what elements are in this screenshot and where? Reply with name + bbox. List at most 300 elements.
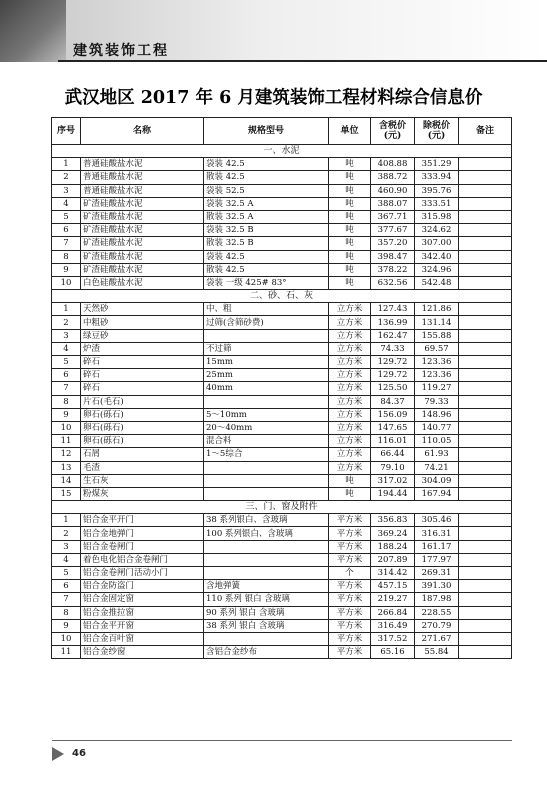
cell-unit: 吨: [329, 237, 371, 250]
cell-tax-inc: 317.02: [371, 474, 415, 487]
cell-tax-exc: 395.76: [415, 184, 459, 197]
cell-tax-exc: 270.79: [415, 619, 459, 632]
cell-name: 粉煤灰: [81, 487, 204, 500]
table-row: [52, 448, 512, 461]
cell-tax-exc: 177.97: [415, 553, 459, 566]
cell-no: 8: [52, 395, 81, 408]
cell-no: 5: [52, 210, 81, 223]
cell-no: 9: [52, 408, 81, 421]
cell-spec: 袋装 32.5 B: [204, 224, 329, 237]
cell-tax-exc: 324.96: [415, 263, 459, 276]
cell-name: 铝合金卷闸门活动小门: [81, 567, 204, 580]
cell-unit: 平方米: [329, 593, 371, 606]
cell-tax-inc: 388.72: [371, 171, 415, 184]
cell-remark: [459, 474, 512, 487]
cell-tax-inc: 408.88: [371, 158, 415, 171]
cell-unit: 平方米: [329, 619, 371, 632]
cell-tax-inc: 316.49: [371, 619, 415, 632]
cell-unit: 立方米: [329, 316, 371, 329]
cell-tax-inc: 129.72: [371, 356, 415, 369]
cell-no: 1: [52, 514, 81, 527]
cell-spec: 散装 32.5 A: [204, 210, 329, 223]
cell-name: 卵石(砾石): [81, 408, 204, 421]
cell-tax-inc: 357.20: [371, 237, 415, 250]
cell-tax-inc: 79.10: [371, 461, 415, 474]
cell-spec: 混合料: [204, 435, 329, 448]
cell-spec: 散装 32.5 B: [204, 237, 329, 250]
cell-tax-inc: 66.44: [371, 448, 415, 461]
cell-unit: 平方米: [329, 580, 371, 593]
cell-unit: 平方米: [329, 646, 371, 659]
table-row: [52, 329, 512, 342]
cell-tax-inc: 125.50: [371, 382, 415, 395]
cell-remark: [459, 329, 512, 342]
cell-spec: 90 系列 银白 含玻璃: [204, 606, 329, 619]
cell-spec: [204, 461, 329, 474]
cell-tax-exc: 315.98: [415, 210, 459, 223]
table-row: [52, 184, 512, 197]
cell-tax-exc: 148.96: [415, 408, 459, 421]
cell-name: 碎石: [81, 382, 204, 395]
table-row: [52, 356, 512, 369]
cell-remark: [459, 250, 512, 263]
table-row: [52, 303, 512, 316]
cell-spec: 过筛(含筛砂费): [204, 316, 329, 329]
cell-name: 片石(毛石): [81, 395, 204, 408]
cell-tax-inc: 188.24: [371, 540, 415, 553]
cell-name: 生石灰: [81, 474, 204, 487]
cell-unit: 立方米: [329, 356, 371, 369]
cell-no: 4: [52, 553, 81, 566]
cell-unit: 立方米: [329, 435, 371, 448]
cell-name: 铝合金卷闸门: [81, 540, 204, 553]
cell-no: 6: [52, 224, 81, 237]
cell-tax-inc: 377.67: [371, 224, 415, 237]
price-table: [51, 117, 512, 659]
cell-tax-exc: 74.21: [415, 461, 459, 474]
cell-no: 2: [52, 171, 81, 184]
cell-no: 3: [52, 540, 81, 553]
cell-spec: 5～10mm: [204, 408, 329, 421]
cell-tax-inc: 156.09: [371, 408, 415, 421]
cell-no: 10: [52, 421, 81, 434]
cell-name: 中粗砂: [81, 316, 204, 329]
header-rule: [58, 60, 547, 62]
table-row: [52, 395, 512, 408]
cell-name: 铝合金纱窗: [81, 646, 204, 659]
cell-tax-exc: 69.57: [415, 342, 459, 355]
cell-no: 3: [52, 329, 81, 342]
cell-tax-exc: 123.36: [415, 356, 459, 369]
cell-unit: 吨: [329, 263, 371, 276]
cell-no: 9: [52, 263, 81, 276]
cell-name: 碎石: [81, 369, 204, 382]
cell-name: 铝合金防盗门: [81, 580, 204, 593]
cell-unit: 个: [329, 567, 371, 580]
table-row: [52, 237, 512, 250]
cell-tax-exc: 55.84: [415, 646, 459, 659]
cell-tax-exc: 121.86: [415, 303, 459, 316]
cell-tax-inc: 388.07: [371, 197, 415, 210]
cell-remark: [459, 171, 512, 184]
cell-spec: 袋装 52.5: [204, 184, 329, 197]
cell-remark: [459, 606, 512, 619]
cell-tax-inc: 74.33: [371, 342, 415, 355]
cell-no: 1: [52, 158, 81, 171]
cell-remark: [459, 553, 512, 566]
cell-name: 碎石: [81, 356, 204, 369]
cell-no: 4: [52, 342, 81, 355]
cell-tax-inc: 367.71: [371, 210, 415, 223]
cell-name: 铝合金平开窗: [81, 619, 204, 632]
page-title: 武汉地区 2017 年 6 月建筑装饰工程材料综合信息价: [64, 88, 483, 108]
cell-spec: 含地弹簧: [204, 580, 329, 593]
cell-spec: 散装 42.5: [204, 263, 329, 276]
cell-name: 炉渣: [81, 342, 204, 355]
cell-remark: [459, 237, 512, 250]
cell-name: 矿渣硅酸盐水泥: [81, 197, 204, 210]
cell-no: 8: [52, 250, 81, 263]
cell-unit: 立方米: [329, 329, 371, 342]
cell-tax-inc: 457.15: [371, 580, 415, 593]
cell-spec: 38 系列 银白 含玻璃: [204, 619, 329, 632]
group-header-row: [52, 145, 512, 158]
table-row: [52, 382, 512, 395]
cell-no: 5: [52, 567, 81, 580]
cell-unit: 平方米: [329, 514, 371, 527]
cell-spec: 25mm: [204, 369, 329, 382]
cell-tax-exc: 304.09: [415, 474, 459, 487]
cell-spec: 袋装 42.5: [204, 250, 329, 263]
cell-remark: [459, 224, 512, 237]
cell-tax-exc: 333.51: [415, 197, 459, 210]
cell-unit: 吨: [329, 224, 371, 237]
cell-unit: 立方米: [329, 461, 371, 474]
cell-spec: 100 系列银白、含玻璃: [204, 527, 329, 540]
cell-remark: [459, 184, 512, 197]
table-row: [52, 210, 512, 223]
cell-name: 铝合金推拉窗: [81, 606, 204, 619]
cell-tax-exc: 305.46: [415, 514, 459, 527]
cell-no: 4: [52, 197, 81, 210]
cell-remark: [459, 382, 512, 395]
cell-no: 6: [52, 369, 81, 382]
cell-tax-exc: 269.31: [415, 567, 459, 580]
cell-unit: 平方米: [329, 527, 371, 540]
cell-tax-exc: 228.55: [415, 606, 459, 619]
cell-name: 石屑: [81, 448, 204, 461]
cell-unit: 吨: [329, 158, 371, 171]
cell-remark: [459, 276, 512, 289]
table-row: [52, 514, 512, 527]
cell-remark: [459, 342, 512, 355]
cell-tax-inc: 194.44: [371, 487, 415, 500]
cell-spec: [204, 329, 329, 342]
cell-tax-exc: 79.33: [415, 395, 459, 408]
col-header-tax-inc: 含税价(元): [371, 118, 415, 145]
cell-name: 铝合金百叶窗: [81, 632, 204, 645]
cell-spec: [204, 567, 329, 580]
cell-spec: 袋装 32.5 A: [204, 197, 329, 210]
cell-spec: 38 系列银白、含玻璃: [204, 514, 329, 527]
cell-spec: 40mm: [204, 382, 329, 395]
cell-unit: 吨: [329, 487, 371, 500]
cell-name: 矿渣硅酸盐水泥: [81, 210, 204, 223]
cell-tax-inc: 129.72: [371, 369, 415, 382]
cell-no: 11: [52, 646, 81, 659]
cell-spec: 散装 42.5: [204, 171, 329, 184]
cell-name: 矿渣硅酸盐水泥: [81, 250, 204, 263]
cell-spec: [204, 540, 329, 553]
cell-no: 15: [52, 487, 81, 500]
cell-name: 毛渣: [81, 461, 204, 474]
cell-tax-exc: 131.14: [415, 316, 459, 329]
cell-tax-exc: 271.67: [415, 632, 459, 645]
page-marker-triangle-icon: [52, 747, 64, 761]
table-row: [52, 250, 512, 263]
cell-unit: 吨: [329, 276, 371, 289]
cell-tax-exc: 155.88: [415, 329, 459, 342]
table-row: [52, 580, 512, 593]
cell-tax-inc: 317.52: [371, 632, 415, 645]
group-header-row: [52, 501, 512, 514]
table-row: [52, 553, 512, 566]
cell-tax-inc: 632.56: [371, 276, 415, 289]
cell-no: 7: [52, 237, 81, 250]
cell-remark: [459, 567, 512, 580]
cell-unit: 吨: [329, 184, 371, 197]
table-row: [52, 171, 512, 184]
cell-name: 矿渣硅酸盐水泥: [81, 263, 204, 276]
cell-tax-exc: 161.17: [415, 540, 459, 553]
cell-spec: 袋装 42.5: [204, 158, 329, 171]
cell-no: 3: [52, 184, 81, 197]
cell-spec: 袋装 一级 425# 83°: [204, 276, 329, 289]
cell-remark: [459, 408, 512, 421]
cell-unit: 立方米: [329, 421, 371, 434]
cell-no: 6: [52, 580, 81, 593]
cell-name: 矿渣硅酸盐水泥: [81, 224, 204, 237]
cell-unit: 立方米: [329, 408, 371, 421]
cell-tax-inc: 116.01: [371, 435, 415, 448]
cell-tax-exc: 316.31: [415, 527, 459, 540]
cell-tax-inc: 266.84: [371, 606, 415, 619]
cell-no: 2: [52, 316, 81, 329]
table-row: [52, 540, 512, 553]
cell-no: 10: [52, 276, 81, 289]
cell-remark: [459, 487, 512, 500]
cell-tax-exc: 119.27: [415, 382, 459, 395]
cell-spec: 110 系列 银白 含玻璃: [204, 593, 329, 606]
table-row: [52, 487, 512, 500]
cell-spec: [204, 395, 329, 408]
cell-unit: 吨: [329, 197, 371, 210]
cell-remark: [459, 580, 512, 593]
table-row: [52, 632, 512, 645]
cell-remark: [459, 435, 512, 448]
cell-remark: [459, 540, 512, 553]
cell-name: 卵石(砾石): [81, 435, 204, 448]
cell-spec: 含铝合金纱布: [204, 646, 329, 659]
cell-name: 铝合金固定窗: [81, 593, 204, 606]
cell-tax-inc: 356.83: [371, 514, 415, 527]
group-header-row: [52, 290, 512, 303]
cell-name: 白色硅酸盐水泥: [81, 276, 204, 289]
cell-spec: 1～5综合: [204, 448, 329, 461]
cell-tax-exc: 342.40: [415, 250, 459, 263]
table-row: [52, 461, 512, 474]
page-number: 46: [72, 748, 86, 759]
group-title: 三、门、窗及附件: [52, 501, 512, 514]
cell-tax-exc: 391.30: [415, 580, 459, 593]
cell-remark: [459, 303, 512, 316]
cell-no: 7: [52, 382, 81, 395]
cell-unit: 立方米: [329, 303, 371, 316]
cell-remark: [459, 619, 512, 632]
table-row: [52, 435, 512, 448]
cell-name: 铝合金地弹门: [81, 527, 204, 540]
cell-remark: [459, 210, 512, 223]
cell-name: 铝合金平开门: [81, 514, 204, 527]
cell-tax-inc: 398.47: [371, 250, 415, 263]
cell-no: 9: [52, 619, 81, 632]
cell-no: 1: [52, 303, 81, 316]
cell-name: 卵石(砾石): [81, 421, 204, 434]
cell-tax-exc: 187.98: [415, 593, 459, 606]
cell-remark: [459, 632, 512, 645]
col-header-no: 序号: [52, 118, 81, 145]
cell-unit: 立方米: [329, 382, 371, 395]
cell-remark: [459, 395, 512, 408]
cell-spec: [204, 632, 329, 645]
cell-unit: 吨: [329, 171, 371, 184]
table-row: [52, 276, 512, 289]
cell-unit: 立方米: [329, 369, 371, 382]
cell-name: 普通硅酸盐水泥: [81, 184, 204, 197]
cell-name: 普通硅酸盐水泥: [81, 158, 204, 171]
cell-no: 14: [52, 474, 81, 487]
cell-unit: 立方米: [329, 395, 371, 408]
cell-remark: [459, 158, 512, 171]
table-row: [52, 408, 512, 421]
cell-no: 8: [52, 606, 81, 619]
group-title: 二、砂、石、灰: [52, 290, 512, 303]
cell-tax-exc: 167.94: [415, 487, 459, 500]
cell-tax-inc: 65.16: [371, 646, 415, 659]
cell-tax-exc: 61.93: [415, 448, 459, 461]
cell-spec: [204, 553, 329, 566]
footer-rule: [52, 740, 512, 741]
cell-remark: [459, 316, 512, 329]
table-row: [52, 606, 512, 619]
cell-tax-exc: 324.62: [415, 224, 459, 237]
cell-spec: [204, 487, 329, 500]
cell-tax-exc: 307.00: [415, 237, 459, 250]
table-row: [52, 474, 512, 487]
cell-tax-inc: 147.65: [371, 421, 415, 434]
cell-no: 11: [52, 435, 81, 448]
cell-tax-inc: 369.24: [371, 527, 415, 540]
table-row: [52, 224, 512, 237]
cell-no: 5: [52, 356, 81, 369]
cell-remark: [459, 448, 512, 461]
table-row: [52, 619, 512, 632]
table-row: [52, 263, 512, 276]
group-title: 一、水泥: [52, 145, 512, 158]
cell-remark: [459, 369, 512, 382]
cell-tax-inc: 207.89: [371, 553, 415, 566]
cell-remark: [459, 646, 512, 659]
cell-tax-exc: 123.36: [415, 369, 459, 382]
cell-spec: 中、粗: [204, 303, 329, 316]
cell-tax-inc: 460.90: [371, 184, 415, 197]
cell-tax-inc: 378.22: [371, 263, 415, 276]
table-row: [52, 197, 512, 210]
cell-remark: [459, 461, 512, 474]
cell-unit: 立方米: [329, 448, 371, 461]
cell-spec: 15mm: [204, 356, 329, 369]
cell-tax-inc: 162.47: [371, 329, 415, 342]
cell-tax-inc: 219.27: [371, 593, 415, 606]
cell-tax-exc: 542.48: [415, 276, 459, 289]
cell-remark: [459, 263, 512, 276]
table-header-row: [52, 118, 512, 145]
cell-name: 矿渣硅酸盐水泥: [81, 237, 204, 250]
cell-remark: [459, 593, 512, 606]
table-row: [52, 593, 512, 606]
col-header-spec: 规格型号: [204, 118, 329, 145]
cell-remark: [459, 527, 512, 540]
cell-spec: [204, 474, 329, 487]
cell-unit: 立方米: [329, 342, 371, 355]
cell-tax-exc: 110.05: [415, 435, 459, 448]
table-row: [52, 567, 512, 580]
table-row: [52, 316, 512, 329]
cell-remark: [459, 197, 512, 210]
cell-unit: 平方米: [329, 606, 371, 619]
table-row: [52, 158, 512, 171]
table-row: [52, 527, 512, 540]
col-header-tax-exc: 除税价(元): [415, 118, 459, 145]
section-label: 建筑装饰工程: [73, 43, 169, 59]
col-header-unit: 单位: [329, 118, 371, 145]
cell-unit: 吨: [329, 250, 371, 263]
col-header-remark: 备注: [459, 118, 512, 145]
cell-tax-exc: 351.29: [415, 158, 459, 171]
cell-no: 7: [52, 593, 81, 606]
cell-name: 绿豆砂: [81, 329, 204, 342]
cell-name: 天然砂: [81, 303, 204, 316]
header-band-dark-block: [0, 0, 66, 62]
cell-no: 13: [52, 461, 81, 474]
cell-unit: 平方米: [329, 632, 371, 645]
cell-remark: [459, 514, 512, 527]
cell-unit: 平方米: [329, 540, 371, 553]
cell-unit: 吨: [329, 474, 371, 487]
cell-tax-inc: 84.37: [371, 395, 415, 408]
col-header-name: 名称: [81, 118, 204, 145]
cell-no: 10: [52, 632, 81, 645]
table-row: [52, 342, 512, 355]
cell-unit: 吨: [329, 210, 371, 223]
table-body: [52, 145, 512, 659]
cell-no: 12: [52, 448, 81, 461]
cell-name: 着色电化铝合金卷闸门: [81, 553, 204, 566]
cell-spec: 不过筛: [204, 342, 329, 355]
cell-name: 普通硅酸盐水泥: [81, 171, 204, 184]
cell-remark: [459, 356, 512, 369]
cell-tax-inc: 314.42: [371, 567, 415, 580]
